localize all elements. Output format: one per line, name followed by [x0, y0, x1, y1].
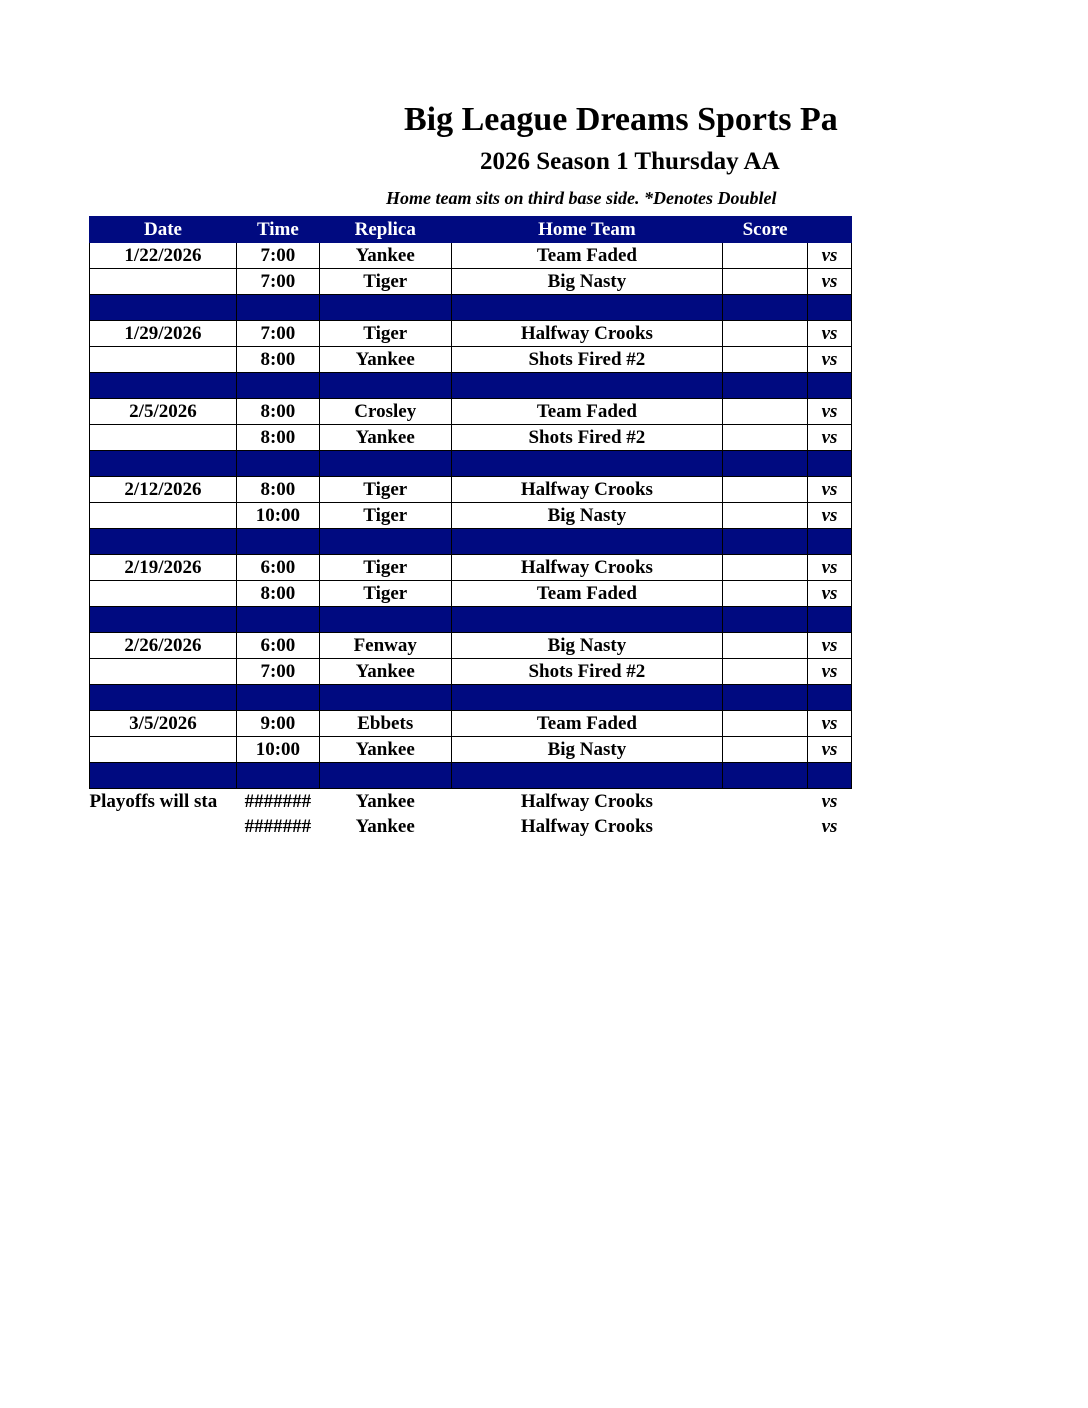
separator-cell [90, 529, 237, 555]
home-team: Shots Fired #2 [451, 347, 723, 373]
vs-label: vs [808, 399, 852, 425]
separator-cell [319, 451, 451, 477]
week-separator-row [90, 373, 852, 399]
game-time: 10:00 [236, 503, 319, 529]
separator-cell [451, 763, 723, 789]
separator-cell [808, 763, 852, 789]
game-time: 8:00 [236, 347, 319, 373]
separator-cell [451, 373, 723, 399]
playoff-home-team: Halfway Crooks [520, 816, 653, 837]
home-team: Team Faded [451, 243, 723, 269]
game-field: Crosley [319, 399, 451, 425]
game-time: 6:00 [236, 555, 319, 581]
vs-label: vs [808, 477, 852, 503]
home-team: Big Nasty [451, 503, 723, 529]
separator-cell [90, 685, 237, 711]
separator-cell [236, 295, 319, 321]
vs-label: vs [808, 321, 852, 347]
separator-cell [723, 763, 808, 789]
game-field: Yankee [319, 243, 451, 269]
game-time: 8:00 [236, 477, 319, 503]
game-date: 2/5/2026 [90, 399, 237, 425]
separator-cell [319, 685, 451, 711]
playoff-score-cell [723, 814, 808, 839]
game-field: Yankee [319, 737, 451, 763]
game-time: 7:00 [236, 659, 319, 685]
separator-cell [90, 373, 237, 399]
game-row [90, 321, 852, 347]
separator-cell [319, 763, 451, 789]
score-cell [723, 737, 808, 763]
game-date: 1/29/2026 [90, 321, 237, 347]
game-field: Tiger [319, 555, 451, 581]
col-header-date: Date [90, 217, 237, 243]
home-team: Halfway Crooks [451, 477, 723, 503]
playoff-label: Playoffs will sta [89, 791, 218, 812]
home-team: Shots Fired #2 [451, 425, 723, 451]
week-separator-row [90, 295, 852, 321]
separator-cell [451, 529, 723, 555]
separator-cell [236, 685, 319, 711]
page-title: Big League Dreams Sports Pa [404, 101, 838, 138]
col-header-time: Time [236, 217, 319, 243]
playoff-time: ####### [244, 791, 312, 812]
playoff-row [90, 789, 852, 815]
vs-label: vs [808, 347, 852, 373]
playoff-vs-label: vs [821, 791, 838, 812]
game-time: 6:00 [236, 633, 319, 659]
home-team: Halfway Crooks [451, 321, 723, 347]
schedule-body [90, 243, 852, 840]
game-date [90, 581, 237, 607]
game-row [90, 711, 852, 737]
separator-cell [236, 763, 319, 789]
playoff-score-cell [723, 789, 808, 815]
vs-label: vs [808, 659, 852, 685]
week-separator-row [90, 451, 852, 477]
game-field: Yankee [319, 347, 451, 373]
score-cell [723, 633, 808, 659]
separator-cell [319, 295, 451, 321]
week-separator-row [90, 529, 852, 555]
score-cell [723, 581, 808, 607]
schedule-table [89, 216, 852, 839]
week-separator-row [90, 685, 852, 711]
game-date: 2/12/2026 [90, 477, 237, 503]
separator-cell [808, 373, 852, 399]
page-subtitle: 2026 Season 1 Thursday AA [480, 148, 780, 175]
col-header-home-team: Home Team [451, 217, 723, 243]
game-time: 8:00 [236, 581, 319, 607]
week-separator-row [90, 607, 852, 633]
game-field: Yankee [319, 659, 451, 685]
vs-label: vs [808, 425, 852, 451]
game-row [90, 399, 852, 425]
home-team: Big Nasty [451, 737, 723, 763]
game-date: 3/5/2026 [90, 711, 237, 737]
separator-cell [236, 451, 319, 477]
game-field: Yankee [319, 425, 451, 451]
score-cell [723, 555, 808, 581]
playoff-label [90, 814, 237, 839]
game-row [90, 425, 852, 451]
score-cell [723, 269, 808, 295]
game-field: Tiger [319, 477, 451, 503]
game-field: Tiger [319, 503, 451, 529]
game-date: 2/26/2026 [90, 633, 237, 659]
col-header-vs [808, 217, 852, 243]
separator-cell [451, 451, 723, 477]
score-cell [723, 399, 808, 425]
separator-cell [236, 529, 319, 555]
separator-cell [808, 295, 852, 321]
game-date [90, 737, 237, 763]
vs-label: vs [808, 633, 852, 659]
vs-label: vs [808, 269, 852, 295]
game-row [90, 581, 852, 607]
separator-cell [90, 295, 237, 321]
home-team: Big Nasty [451, 269, 723, 295]
game-date: 1/22/2026 [90, 243, 237, 269]
score-cell [723, 477, 808, 503]
game-row [90, 347, 852, 373]
week-separator-row [90, 763, 852, 789]
home-team: Big Nasty [451, 633, 723, 659]
separator-cell [319, 529, 451, 555]
header-row [90, 217, 852, 243]
separator-cell [723, 295, 808, 321]
game-field: Tiger [319, 581, 451, 607]
separator-cell [90, 763, 237, 789]
game-row [90, 243, 852, 269]
game-date [90, 503, 237, 529]
score-cell [723, 425, 808, 451]
game-row [90, 555, 852, 581]
home-team: Halfway Crooks [451, 555, 723, 581]
game-time: 7:00 [236, 243, 319, 269]
game-time: 7:00 [236, 321, 319, 347]
game-time: 8:00 [236, 399, 319, 425]
playoff-field: Yankee [355, 816, 415, 837]
separator-cell [808, 685, 852, 711]
game-date [90, 425, 237, 451]
score-cell [723, 243, 808, 269]
vs-label: vs [808, 555, 852, 581]
game-date: 2/19/2026 [90, 555, 237, 581]
playoff-vs-label: vs [821, 816, 838, 837]
separator-cell [236, 373, 319, 399]
col-header-replica: Replica [319, 217, 451, 243]
game-time: 10:00 [236, 737, 319, 763]
separator-cell [451, 295, 723, 321]
playoff-row [90, 814, 852, 839]
home-team: Team Faded [451, 399, 723, 425]
score-cell [723, 321, 808, 347]
game-date [90, 659, 237, 685]
separator-cell [723, 607, 808, 633]
separator-cell [90, 451, 237, 477]
game-time: 9:00 [236, 711, 319, 737]
game-row [90, 633, 852, 659]
vs-label: vs [808, 581, 852, 607]
game-time: 8:00 [236, 425, 319, 451]
vs-label: vs [808, 711, 852, 737]
game-field: Fenway [319, 633, 451, 659]
vs-label: vs [808, 503, 852, 529]
col-header-score: Score [723, 217, 808, 243]
separator-cell [236, 607, 319, 633]
separator-cell [808, 529, 852, 555]
game-field: Tiger [319, 321, 451, 347]
score-cell [723, 347, 808, 373]
playoff-field: Yankee [355, 791, 415, 812]
game-row [90, 269, 852, 295]
game-date [90, 347, 237, 373]
score-cell [723, 659, 808, 685]
separator-cell [723, 529, 808, 555]
separator-cell [319, 373, 451, 399]
game-field: Ebbets [319, 711, 451, 737]
separator-cell [808, 607, 852, 633]
score-cell [723, 711, 808, 737]
separator-cell [90, 607, 237, 633]
game-row [90, 477, 852, 503]
separator-cell [451, 607, 723, 633]
separator-cell [723, 451, 808, 477]
separator-cell [451, 685, 723, 711]
home-team: Shots Fired #2 [451, 659, 723, 685]
home-team: Team Faded [451, 711, 723, 737]
separator-cell [319, 607, 451, 633]
score-cell [723, 503, 808, 529]
game-row [90, 737, 852, 763]
schedule-note: Home team sits on third base side. *Denotes Doublel [386, 188, 777, 208]
separator-cell [808, 451, 852, 477]
game-row [90, 503, 852, 529]
playoff-time: ####### [244, 816, 312, 837]
playoff-home-team: Halfway Crooks [520, 791, 653, 812]
game-field: Tiger [319, 269, 451, 295]
game-row [90, 659, 852, 685]
home-team: Team Faded [451, 581, 723, 607]
game-time: 7:00 [236, 269, 319, 295]
game-date [90, 269, 237, 295]
vs-label: vs [808, 243, 852, 269]
separator-cell [723, 373, 808, 399]
separator-cell [723, 685, 808, 711]
vs-label: vs [808, 737, 852, 763]
